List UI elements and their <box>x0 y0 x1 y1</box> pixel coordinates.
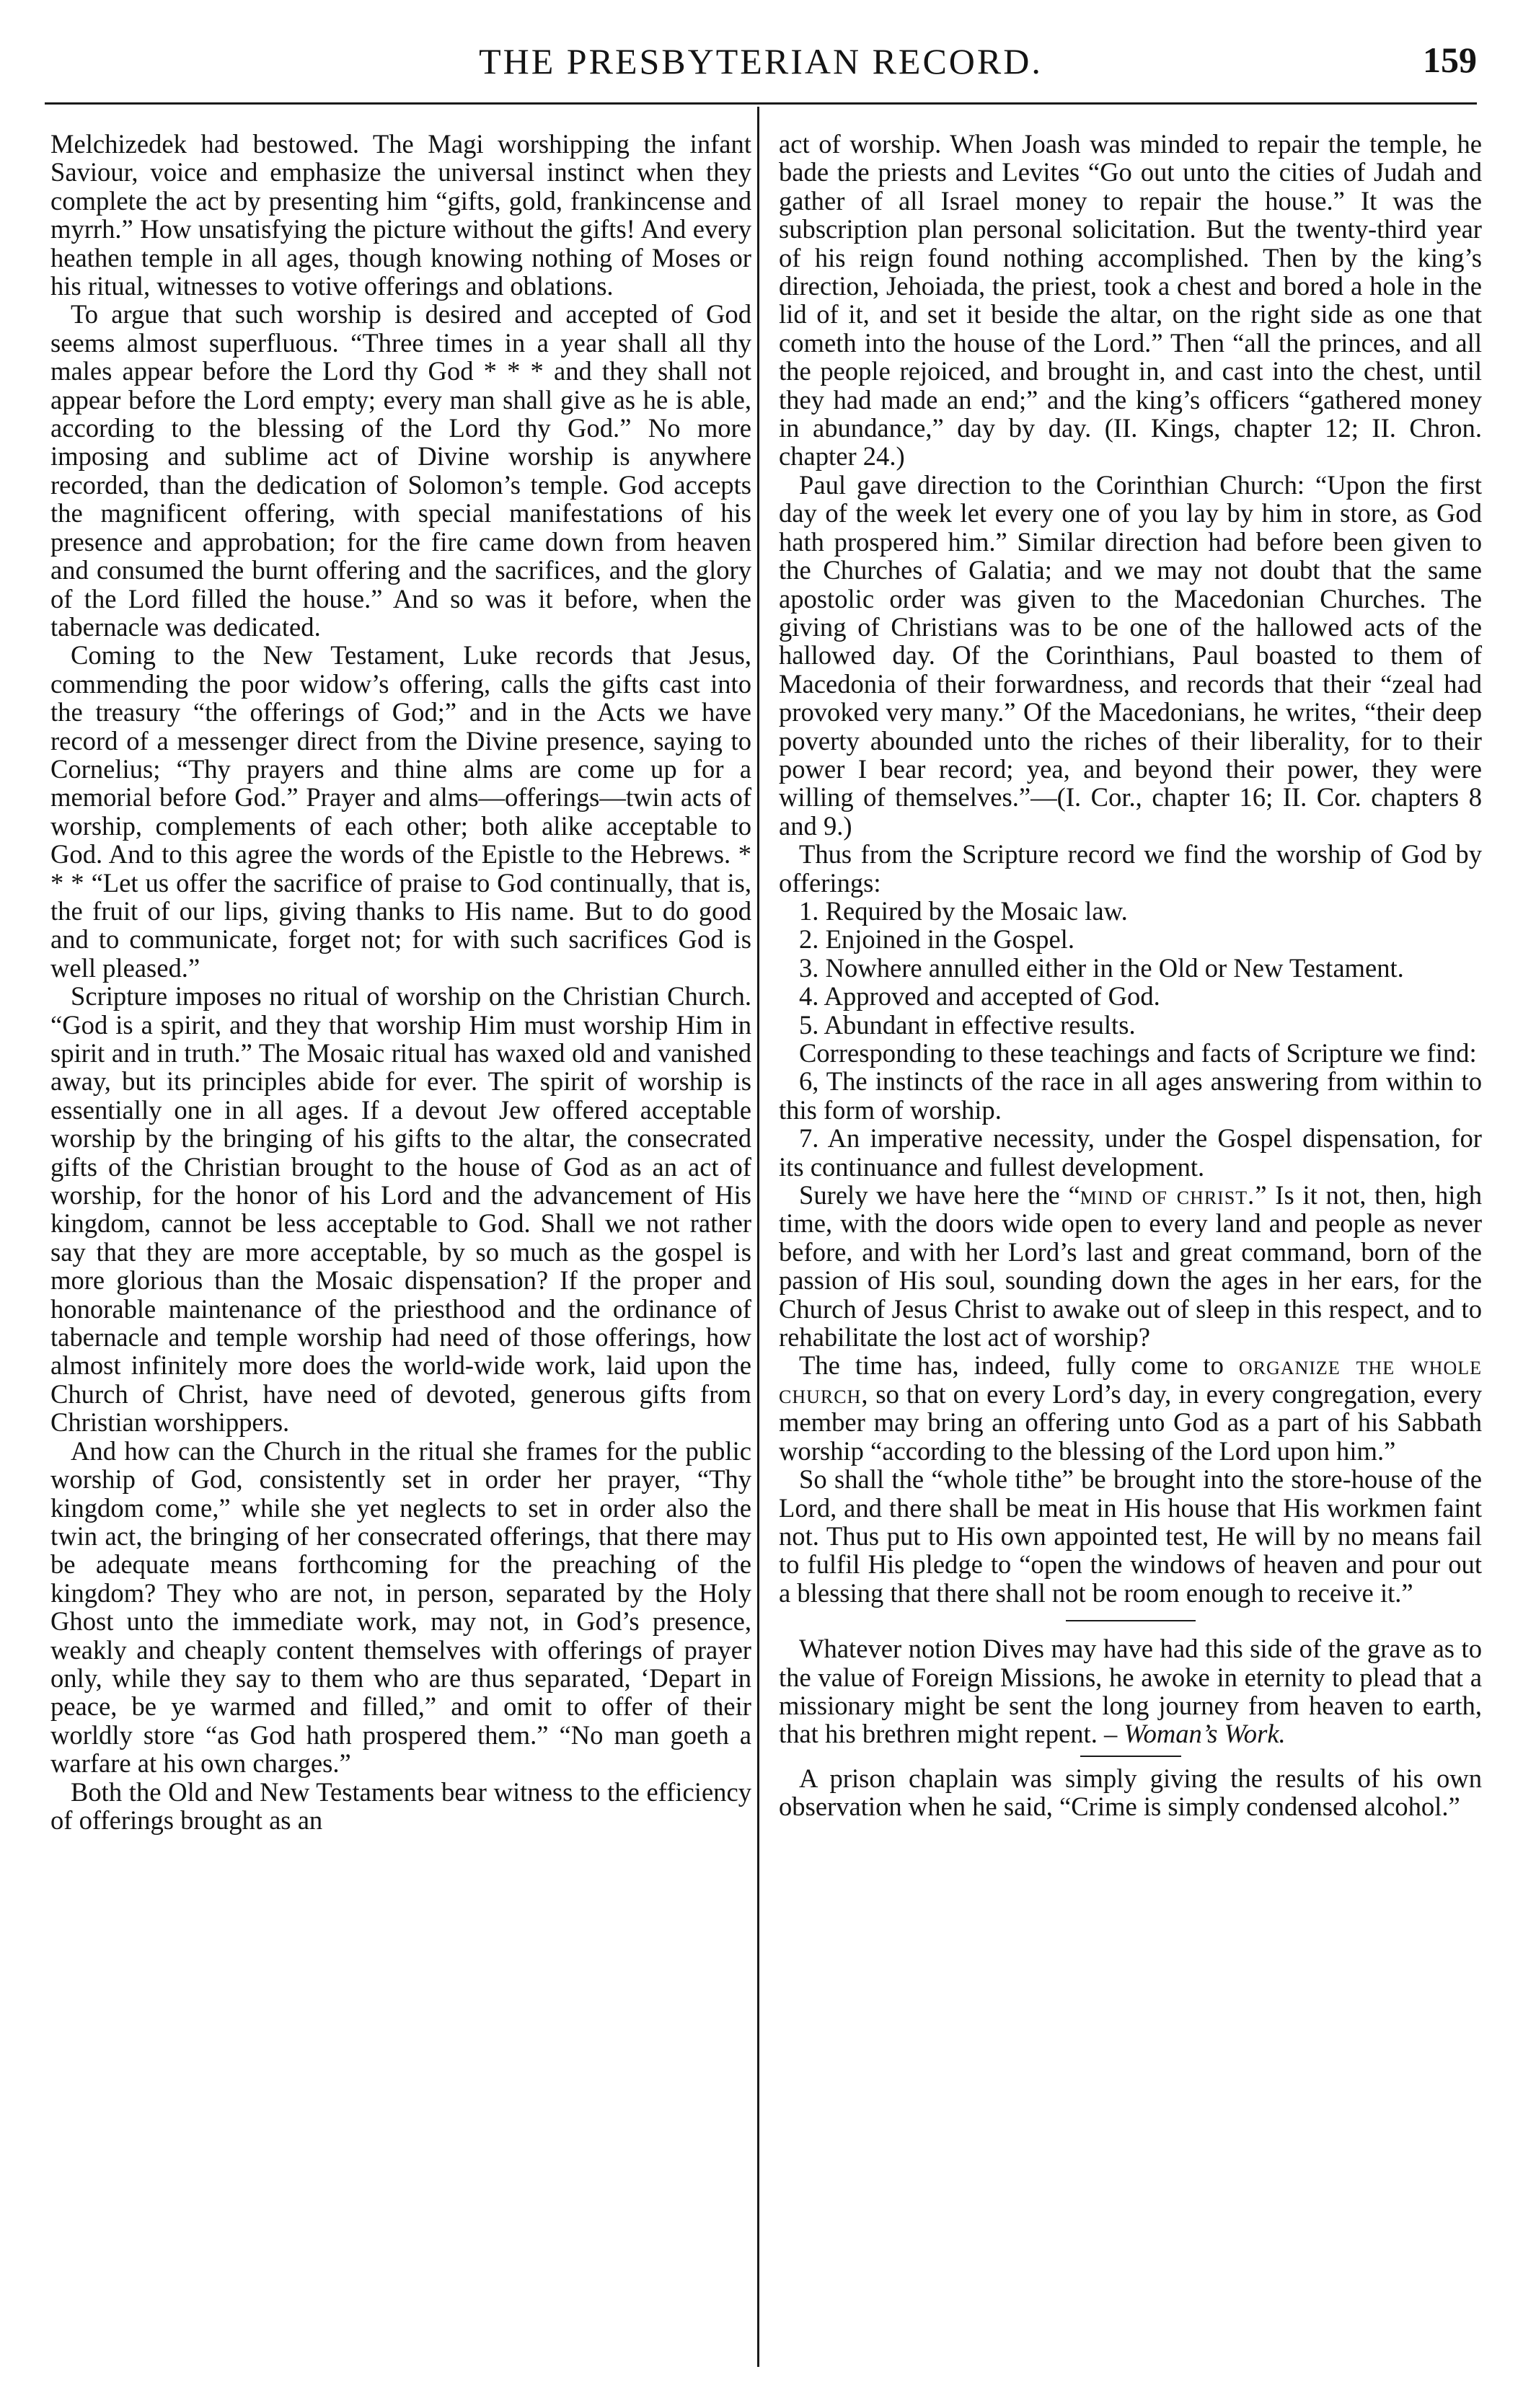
paragraph <box>779 1181 1482 1351</box>
offerings-list <box>779 897 1482 1039</box>
list-item: 3. Nowhere annulled either in the Old or New Testament. <box>799 952 1404 983</box>
paragraph: Corresponding to these teachings and facts of Scripture we find: <box>799 1038 1477 1068</box>
paragraph: Both the Old and New Testaments bear witness to the efficiency of offerings brought as an <box>50 1776 751 1835</box>
paragraph <box>779 1634 1482 1748</box>
right-column <box>779 130 1482 1821</box>
paragraph: To argue that such worship is desired and accepted of God seems almost superfluous. “Three times in a year shall all thy males appear before the Lord thy God * * * and they shall not appear before the Lord empty; every man shall give as he is able, according to the blessing of the Lord thy God.” No more imposing and sublime act of Divine worship is anywhere recorded, than the dedication of Solomon’s temple. God accepts the magnificent offering, with special manifestations of his presence and approbation; for the fire came down from heaven and consumed the burnt offering and the sacrifices, and the glory of the Lord filled the house.” And so was it before, when the tabernacle was dedicated. <box>50 299 751 642</box>
paragraph: Melchizedek had bestowed. The Magi worshipping the infant Saviour, voice and emphasize the universal instinct when they complete the act by presenting him “gifts, gold, frankincense and myrrh.” How unsatisfying the picture without the gifts! And every heathen temple in all ages, though knowing nothing of Moses or his ritual, witnesses to votive offerings and oblations. <box>50 129 751 301</box>
paragraph: act of worship. When Joash was minded to repair the temple, he bade the priests and Levites “Go out unto the cities of Judah and gather of all Israel money to repair the house.” It was the subscription plan personal solicitation. But the twenty-third year of his reign found nothing accomplished. Then by the king’s direction, Jehoiada, the priest, took a chest and bored a hole in the lid of it, and set it beside the altar, on the right side as one that cometh into the house of the Lord.” Then “all the princes, and all the people rejoiced, and brought in, and cast into the chest, until they had made an end;” and the king’s officers “gathered money in abundance,” day by day. (II. Kings, chapter 12; II. Chron. chapter 24.) <box>779 129 1482 472</box>
list-item: 6, The instincts of the race in all ages answering from within to this form of worship. <box>779 1066 1482 1125</box>
small-caps-phrase: mind of christ. <box>1080 1180 1255 1210</box>
paragraph: Thus from the Scripture record we find the worship of God by offerings: <box>779 839 1482 898</box>
list-item: 2. Enjoined in the Gospel. <box>799 924 1074 955</box>
text-run: The time has, indeed, fully come to <box>799 1350 1239 1381</box>
page-number: 159 <box>1423 40 1477 80</box>
paragraph: So shall the “whole tithe” be brought into the store-house of the Lord, and there shall be meat in His house that His workmen faint not. Thus put to His own appointed test, He will by no means fail to fulfil His pledge to “open the windows of heaven and pour out a blessing that there shall not be room enough to receive it.” <box>779 1464 1482 1608</box>
paragraph: Coming to the New Testament, Luke records that Jesus, commending the poor widow’s offering, calls the gifts cast into the treasury “the offerings of God;” and in the Acts we have record of a messenger direct from the Divine presence, saying to Cornelius; “Thy prayers and thine alms are come up for a memorial before God.” Prayer and alms—offerings—twin acts of worship, complements of each other; both alike acceptable to God. And to this agree the words of the Epistle to the Hebrews. * * * “Let us offer the sacrifice of praise to God continually, that is, the fruit of our lips, giving thanks to His name. But to do good and to communicate, forget not; for with such sacrifices God is well pleased.” <box>50 640 751 983</box>
list-item: 4. Approved and accepted of God. <box>799 981 1160 1012</box>
paragraph: Scripture imposes no ritual of worship on the Christian Church. “God is a spirit, and they that worship Him must worship Him in spirit and in truth.” The Mosaic ritual has waxed old and vanished away, but its principles abide for ever. The spirit of worship is essentially one in all ages. If a devout Jew offered acceptable worship by the bringing of his gifts to the altar, the consecrated gifts of the Christian brought to the house of God as an act of worship, for the honor of his Lord and the advancement of His kingdom, cannot be less acceptable to God. Shall we not rather say that they are more acceptable, by so much as the gospel is more glorious than the Mosaic dispensation? If the proper and honorable maintenance of the priesthood and the ordinance of tabernacle and temple worship had need of those offerings, how almost infinitely more does the world-wide work, laid upon the Church of Christ, have need of devoted, generous gifts from Christian worshippers. <box>50 981 751 1438</box>
text-run: Surely we have here the “ <box>799 1180 1080 1210</box>
paragraph <box>779 1351 1482 1465</box>
list-item: 7. An imperative necessity, under the Gospel dispensation, for its continuance and fullest development. <box>779 1123 1482 1182</box>
column-divider <box>757 107 759 2367</box>
running-title: THE PRESBYTERIAN RECORD. <box>479 41 1043 81</box>
section-divider <box>1066 1620 1196 1621</box>
text-run: Whatever notion Dives may have had this side of the grave as to the value of Foreign Missions, he awoke in eternity to plead that a missionary might be sent the long journey from heaven to earth, that his brethren might repent. – <box>779 1634 1482 1749</box>
page-header <box>45 39 1477 87</box>
text-run: ” Is it not, then, high time, with the doors wide open to every land and people as never before, and with her Lord’s last and great command, born of the passion of His soul, sounding down the ages in her ears, for the Church of Jesus Christ to awake out of sleep in this respect, and to rehabilitate the lost act of worship? <box>779 1180 1482 1353</box>
left-column <box>50 130 751 1834</box>
section-divider <box>1080 1756 1181 1757</box>
list-item: 1. Required by the Mosaic law. <box>799 895 1128 926</box>
paragraph: And how can the Church in the ritual she frames for the public worship of God, consistently set in order her prayer, “Thy kingdom come,” while she yet neglects to set in order also the twin act, the bringing of her consecrated offerings, that there may be adequate means forthcoming for the preaching of the kingdom? They who are not, in person, separated by the Holy Ghost unto the immediate work, may not, in God’s presence, weakly and cheaply content themselves with offerings of prayer only, while they say to them who are thus separated, ‘Depart in peace, be ye warmed and filled,” and omit to offer of their worldly store “as God hath prospered them.” “No man goeth a warfare at his own charges.” <box>50 1435 751 1779</box>
list-item: 5. Abundant in effective results. <box>799 1009 1136 1040</box>
attribution: Woman’s Work. <box>1124 1719 1286 1749</box>
paragraph: A prison chaplain was simply giving the results of his own observation when he said, “Crime is simply condensed alcohol.” <box>779 1763 1482 1822</box>
paragraph: Paul gave direction to the Corinthian Church: “Upon the first day of the week let every one of you lay by him in store, as God hath prospered him.” Similar direction had before been given to the Churches of Galatia; and we may not doubt that the same apostolic order was given to the Macedonian Churches. The giving of Christians was to be one of the hallowed acts of the hallowed day. Of the Corinthians, Paul boasted to them of Macedonia of their forwardness, and records that their “zeal had provoked very many.” Of the Macedonians, he writes, “their deep poverty abounded unto the riches of their liberality, for to their power I bear record; yea, and beyond their power, they were willing of themselves.”—(I. Cor., chapter 16; II. Cor. chapters 8 and 9.) <box>779 469 1482 841</box>
header-rule <box>45 102 1477 105</box>
small-caps-phrase: organize the whole church, <box>779 1350 1482 1409</box>
facts-list <box>779 1067 1482 1181</box>
text-run: so that on every Lord’s day, in every congregation, every member may bring an offering unto God as a part of his Sabbath worship “according to the blessing of the Lord upon him.” <box>779 1378 1482 1466</box>
